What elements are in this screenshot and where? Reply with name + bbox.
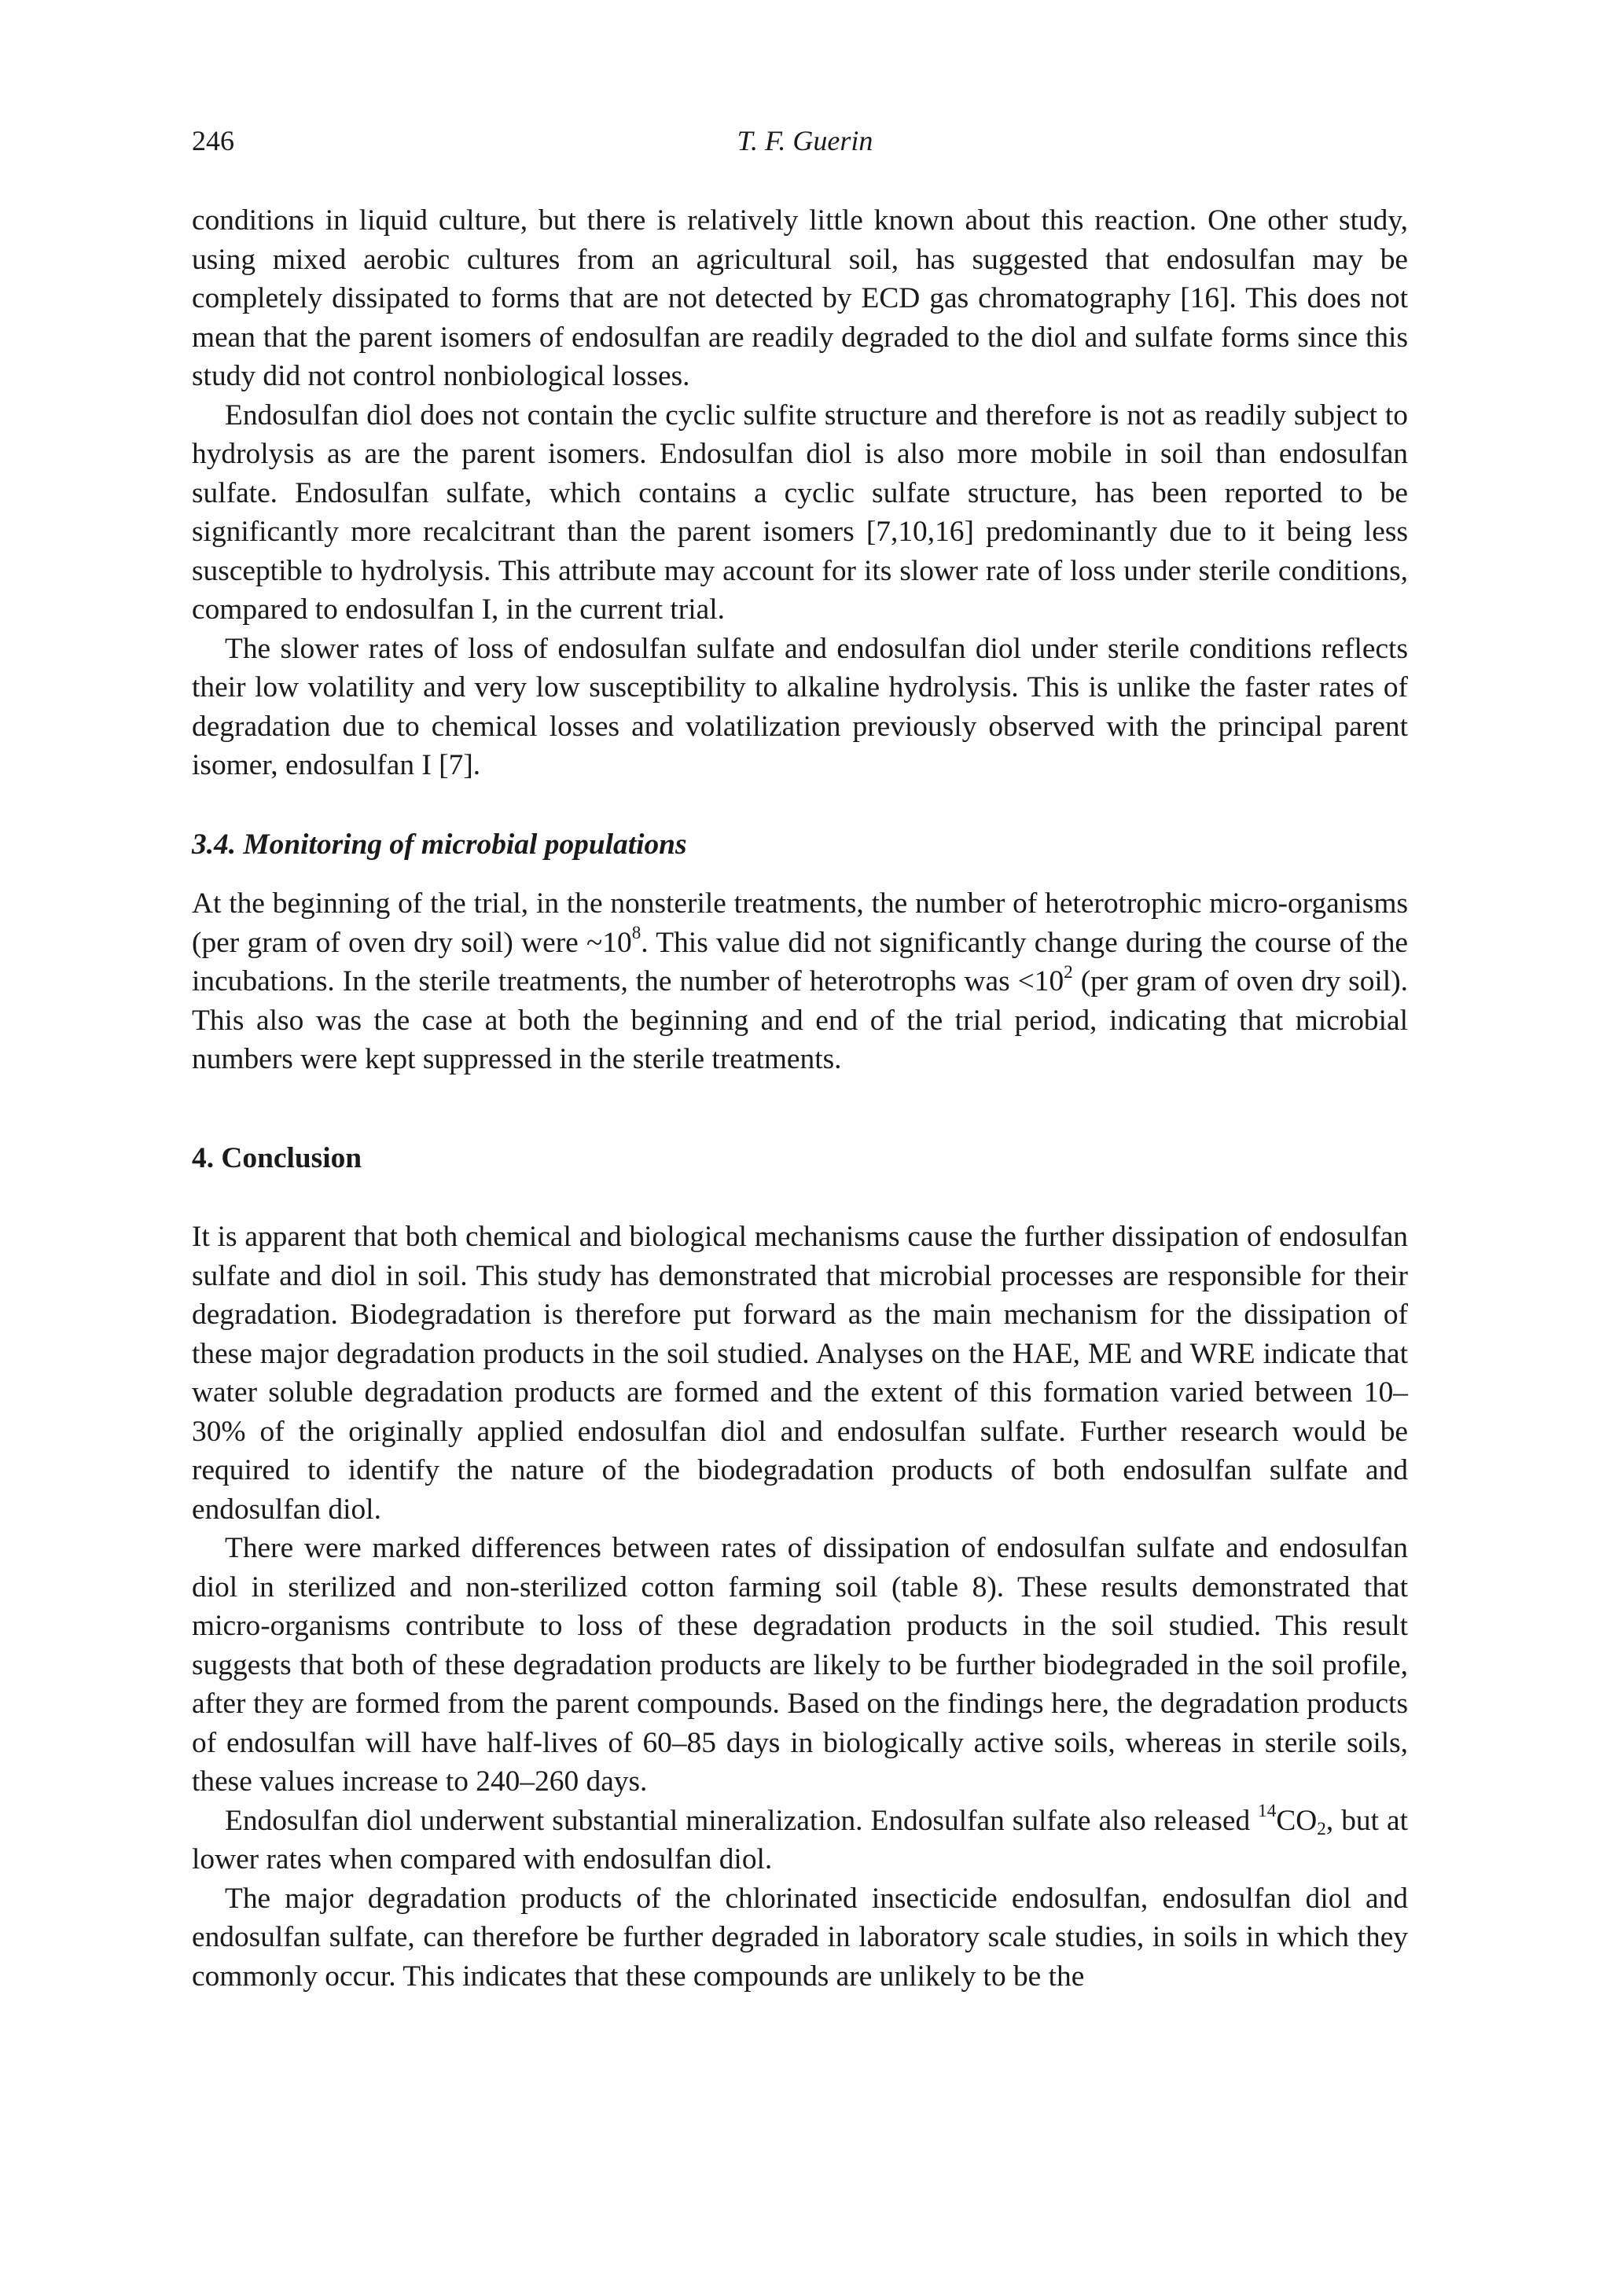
running-head: T. F. Guerin [737,125,873,156]
paragraph-conclusion-3 [192,1802,1408,1879]
paragraph-conclusion-2: There were marked differences between rates of dissipation of endosulfan sulfate and endosulfan diol in sterilized and non-sterilized cotton farming soil (table 8). These results demonstrated that micro-organisms contribute to loss of these degradation products in the soil studied. This result suggests that both of these degradation products are likely to be further biodegraded in the soil profile, after they are formed from the parent compounds. Based on the findings here, the degradation products of endosulfan will have half-lives of 60–85 days in biologically active soils, whereas in sterile soils, these values increase to 240–260 days. [192,1532,1408,1798]
superscript: 14 [1258,1801,1277,1822]
superscript: 2 [1064,961,1073,983]
paragraph-microbial-populations [192,884,1408,1079]
paragraph-conclusion-4: The major degradation products of the chlorinated insecticide endosulfan, endosulfan diol and endosulfan sulfate, can therefore be further degraded in laboratory scale studies, in soils in which they commonly occur. This indicates that these compounds are unlikely to be the [192,1882,1408,1993]
paragraph-continued: conditions in liquid culture, but there is relatively little known about this reaction. One other study, using mixed aerobic cultures from an agricultural soil, has suggested that endosulfan may be completely dissipated to forms that are not detected by ECD gas chromatography [16]. This does not mean that the parent isomers of endosulfan are readily degraded to the diol and sulfate forms since this study did not control nonbiological losses. [192,204,1408,392]
text-run: Endosulfan diol underwent substantial mineralization. Endosulfan sulfate also released [225,1804,1259,1837]
text-run: (per gram of oven dry soil). This also was the case at both the beginning and end of the trial period, indicating that microbial numbers were kept suppressed in the sterile treatments. [192,965,1408,1075]
paragraph-slower-rates: The slower rates of loss of endosulfan sulfate and endosulfan diol under sterile conditions reflects their low volatility and very low susceptibility to alkaline hydrolysis. This is unlike the faster rates of degradation due to chemical losses and volatilization previously observed with the principal parent isomer, endosulfan I [7]. [192,632,1408,781]
text-run: . This value did not significantly change during the course of the incubations. In the sterile treatments, the number of heterotrophs was <10 [192,926,1408,997]
section-heading-3-4: 3.4. Monitoring of microbial populations [192,828,687,861]
section-heading-4-conclusion: 4. Conclusion [192,1141,362,1174]
subscript: 2 [1317,1819,1326,1840]
page-header [192,124,1418,163]
text-run: CO [1276,1804,1318,1837]
paragraph-conclusion-1: It is apparent that both chemical and biological mechanisms cause the further dissipation of endosulfan sulfate and diol in soil. This study has demonstrated that microbial processes are responsible for their degradation. Biodegradation is therefore put forward as the main mechanism for the dissipation of these major degradation products in the soil studied. Analyses on the HAE, ME and WRE indicate that water soluble degradation products are formed and the extent of this formation varied between 10–30% of the originally applied endosulfan diol and endosulfan sulfate. Further research would be required to identify the nature of the biodegradation products of both endosulfan sulfate and endosulfan diol. [192,1221,1408,1526]
article-body [192,201,1408,1996]
superscript: 8 [631,923,641,944]
text-run: , but at lower rates when compared with endosulfan diol. [192,1804,1408,1875]
page-number: 246 [192,125,234,156]
paragraph-endosulfan-diol: Endosulfan diol does not contain the cyclic sulfite structure and therefore is not as readily subject to hydrolysis as are the parent isomers. Endosulfan diol is also more mobile in soil than endosulfan sulfate. Endosulfan sulfate, which contains a cyclic sulfate structure, has been reported to be significantly more recalcitrant than the parent isomers [7,10,16] predominantly due to it being less susceptible to hydrolysis. This attribute may account for its slower rate of loss under sterile conditions, compared to endosulfan I, in the current trial. [192,399,1408,626]
text-run: At the beginning of the trial, in the nonsterile treatments, the number of heterotrophic micro-organisms (per gram of oven dry soil) were ~10 [192,887,1408,959]
